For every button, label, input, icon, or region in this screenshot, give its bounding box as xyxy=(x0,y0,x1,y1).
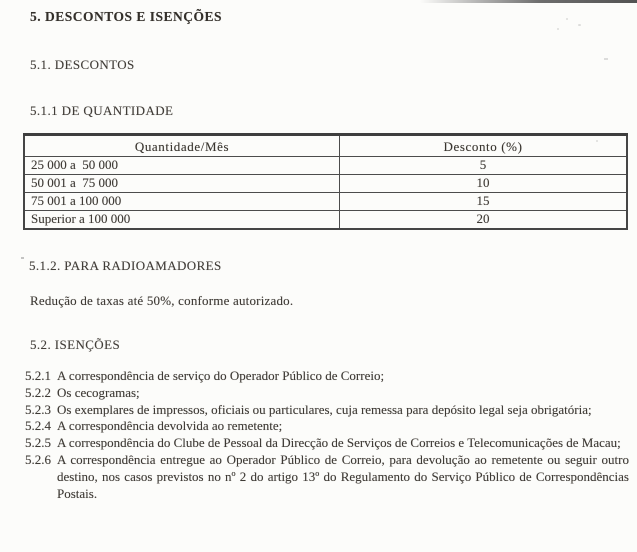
table-header-row xyxy=(24,135,627,157)
exemption-number: 5.2.1 xyxy=(25,368,51,383)
quantity-range-cell: Superior a 100 000 xyxy=(24,211,340,230)
section-5-1-2-heading: 5.1.2. PARA RADIOAMADORES xyxy=(29,258,222,273)
scan-noise-speck xyxy=(557,28,559,30)
table-row xyxy=(24,157,627,175)
scan-noise-speck xyxy=(596,140,598,142)
section-5-2-heading: 5.2. ISENÇÕES xyxy=(30,337,121,352)
exemption-number: 5.2.3 xyxy=(25,401,51,417)
section-5-title: 5. DESCONTOS E ISENÇÕES xyxy=(30,9,223,24)
exemption-item-5-2-5 xyxy=(25,435,629,452)
exemption-text: A correspondência entregue ao Operador Público de Correio, para devolução ao remetente ou seguir outro destino, nos casos previstos no nº 2 do artigo 13º do Regulamento do Serviço Público de Correspondências Postais. xyxy=(57,451,629,501)
exemption-text: A correspondência de serviço do Operador Público de Correio; xyxy=(57,368,385,383)
table-header-quantity: Quantidade/Mês xyxy=(24,135,340,157)
table-row xyxy=(24,211,627,230)
section-5-1-1-heading: 5.1.1 DE QUANTIDADE xyxy=(30,103,174,118)
discount-value-cell: 10 xyxy=(340,175,628,193)
exemption-number: 5.2.5 xyxy=(25,435,51,451)
quantity-range-cell: 50 001 a 75 000 xyxy=(24,175,340,193)
quantity-range-cell: 75 001 a 100 000 xyxy=(24,193,340,211)
exemption-number: 5.2.6 xyxy=(25,451,51,467)
section-5-1-heading: 5.1. DESCONTOS xyxy=(30,57,135,72)
exemption-number: 5.2.2 xyxy=(25,384,51,400)
discount-value-cell: 20 xyxy=(340,211,628,230)
exemption-text: Os cecogramas; xyxy=(57,384,140,400)
scan-noise-speck xyxy=(604,58,608,60)
exemption-item-5-2-1 xyxy=(25,368,629,385)
scan-streak-artifact xyxy=(420,0,637,3)
exemption-item-5-2-3 xyxy=(25,402,629,419)
exemption-text: A correspondência do Clube de Pessoal da Direcção de Serviços de Correios e Telecomunicações de Macau; xyxy=(57,435,621,451)
exemptions-list xyxy=(25,368,629,502)
scan-noise-speck xyxy=(578,24,581,26)
discount-value-cell: 5 xyxy=(340,157,628,175)
table-row xyxy=(24,175,627,193)
exemption-item-5-2-6 xyxy=(25,452,629,502)
radioamadores-paragraph: Redução de taxas até 50%, conforme autorizado. xyxy=(30,293,294,308)
exemption-text: A correspondência devolvida ao remetente; xyxy=(57,418,283,434)
exemption-item-5-2-4 xyxy=(25,418,629,435)
exemption-number: 5.2.4 xyxy=(25,418,51,434)
exemption-item-5-2-2 xyxy=(25,385,629,402)
scan-noise-speck xyxy=(566,18,568,20)
table-row xyxy=(24,193,627,211)
quantity-range-cell: 25 000 a 50 000 xyxy=(24,157,340,175)
exemption-text: Os exemplares de impressos, oficiais ou particulares, cuja remessa para depósito legal seja obrigatória; xyxy=(57,401,592,417)
table-header-discount: Desconto (%) xyxy=(340,135,628,157)
scan-noise-speck xyxy=(21,257,24,259)
quantity-discount-table xyxy=(23,133,628,230)
discount-value-cell: 15 xyxy=(340,193,628,211)
